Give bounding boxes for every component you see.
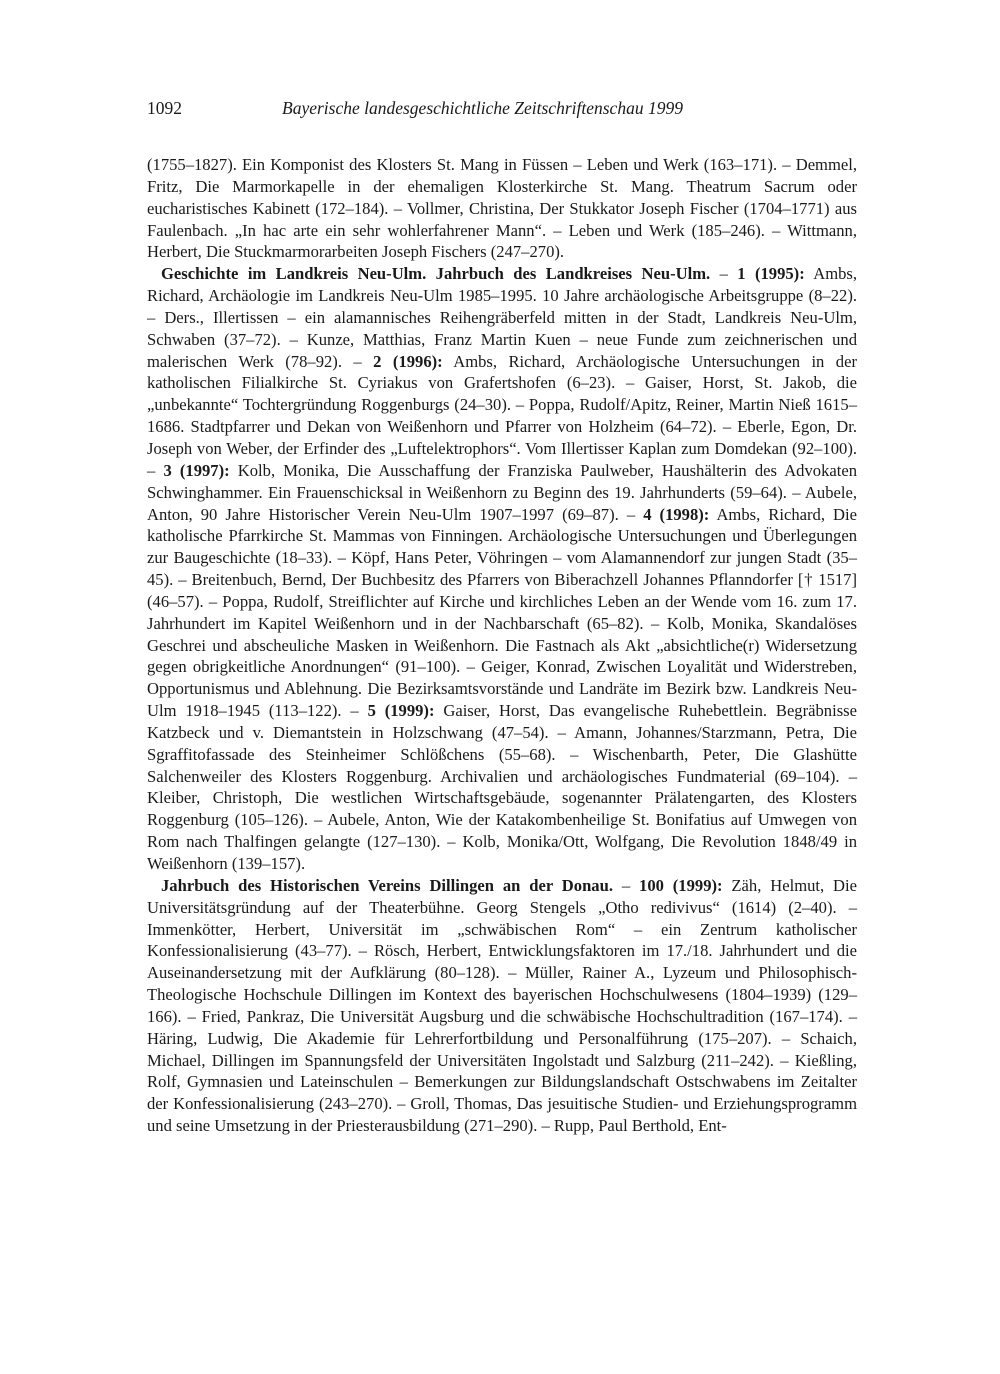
volume-label: 5 (1999): [367, 701, 435, 721]
journal-title: Geschichte im Landkreis Neu-Ulm. Jahrbuch des Landkreises Neu-Ulm. [161, 264, 711, 284]
entry-text: Zäh, Helmut, Die Universitätsgründung auf der Theaterbühne. Georg Stengels „Otho redivivus“ (1614) (2–40). – Immenkötter, Herbert, Universität im „schwäbischen Rom“ – ein Zentrum katholischer Konfessionalisierung (43–77). – Rösch, Herbert, Entwicklungsfaktoren im 17./18. Jahrhundert und die Auseinandersetzung mit der Aufklärung (80–128). – Müller, Rainer A., Lyzeum und Philosophisch-Theologische Hochschule Dillingen im Kontext des bayerischen Hochschulwesens (1804–1939) (129–166). – Fried, Pankraz, Die Universität Augsburg und die schwäbische Hochschultradition (167–174). – Häring, Ludwig, Die Akademie für Lehrerfortbildung und Personalführung (175–207). – Schaich, Michael, Dillingen im Spannungsfeld der Universitäten Ingolstadt und Salzburg (211–242). – Kießling, Rolf, Gymnasien und Lateinschulen – Bemerkungen zur Bildungslandschaft Ostschwabens im Zeitalter der Konfessionalisierung (243–270). – Groll, Thomas, Das jesuitische Studien- und Erziehungsprogramm und seine Umsetzung in der Priesterausbildung (271–290). – Rupp, Paul Berthold, Ent- [147, 875, 857, 1136]
volume-label: 1 (1995): [737, 264, 805, 284]
volume-label: 3 (1997): [163, 460, 230, 480]
journal-title: Jahrbuch des Historischen Vereins Dillingen an der Donau. [161, 875, 613, 895]
entry-text: Gaiser, Horst, Das evangelische Ruhebettlein. Begräbnisse Katzbeck und v. Diemantstein in Holzschwang (47–54). – Amann, Johannes/Starzmann, Petra, Die Sgraffitofassade des Steinheimer Schlößchens (55–68). – Wischenbarth, Peter, Die Glashütte Salchenweiler des Klosters Roggenburg. Archivalien und archäologisches Fundmaterial (69–104). – Kleiber, Christoph, Die westlichen Wirtschaftsgebäude, sogenannter Prälatengarten, des Klosters Roggenburg (105–126). – Aubele, Anton, Wie der Katakombenheilige St. Bonifatius auf Umwegen von Rom nach Thalfingen gelangte (127–130). – Kolb, Monika/Ott, Wolfgang, Die Revolution 1848/49 in Weißenhorn (139–157). [147, 701, 857, 873]
page-header [147, 98, 857, 122]
entry-text: (1755–1827). Ein Komponist des Klosters St. Mang in Füssen – Leben und Werk (163–171). – Demmel, Fritz, Die Marmorkapelle in der ehemaligen Klosterkirche St. Mang. Theatrum Sacrum oder eucharistisches Kabinett (172–184). – Vollmer, Christina, Der Stukkator Joseph Fischer (1704–1771) aus Faulenbach. „In hac arte ein sehr wohlerfahrener Mann“. – Leben und Werk (185–246). – Wittmann, Herbert, Die Stuckmarmorarbeiten Joseph Fischers (247–270). [147, 155, 857, 262]
entry-paragraph [147, 875, 857, 1137]
volume-label: 100 (1999): [639, 875, 723, 895]
entry-paragraph [147, 263, 857, 875]
volume-label: 4 (1998): [643, 504, 710, 524]
entry-text: Ambs, Richard, Archäologie im Landkreis Neu-Ulm 1985–1995. 10 Jahre archäologische Arbeitsgruppe (8–22). – Ders., Illertissen – ein alamannisches Reihengräberfeld mitten in der Stadt, Landkreis Neu-Ulm, Schwaben (37–72). – Kunze, Matthias, Franz Martin Kuen – neue Funde zum zeichnerischen und malerischen Werk (78–92). – [147, 264, 858, 371]
entry-paragraph [147, 154, 857, 263]
entry-text: Ambs, Richard, Archäologische Untersuchungen in der katholischen Filialkirche St. Cyriakus von Grafertshofen (6–23). – Gaiser, Horst, St. Jakob, die „unbekannte“ Tochtergründung Roggenburgs (24–30). – Poppa, Rudolf/Apitz, Reiner, Martin Nieß 1615–1686. Stadtpfarrer und Dekan von Weißenhorn und Pfarrer von Holzheim (64–72). – Eberle, Egon, Dr. Joseph von Weber, der Erfinder des „Luftelektrophors“. Vom Illertisser Kaplan zum Domdekan (92–100). – [147, 351, 857, 480]
running-title: Bayerische landesgeschichtliche Zeitschriftenschau 1999 [282, 98, 683, 118]
entry-text: – [612, 875, 640, 895]
entry-text: Ambs, Richard, Die katholische Pfarrkirche St. Mammas von Finningen. Archäologische Untersuchungen und Überlegungen zur Baugeschichte (18–33). – Köpf, Hans Peter, Vöhringen – vom Alamannendorf zur jungen Stadt (35–45). – Breitenbuch, Bernd, Der Buchbesitz des Pfarrers von Biberachzell Johannes Pflanndorfer [† 1517] (46–57). – Poppa, Rudolf, Streiflichter auf Kirche und kirchliches Leben an der Wende vom 16. zum 17. Jahrhundert im Kapitel Weißenhorn und in der Nachbarschaft (65–82). – Kolb, Monika, Skandalöses Geschrei und abscheuliche Masken in Weißenhorn. Die Fastnach als Akt „absichtliche(r) Widersetzung gegen obrigkeitliche Anordnungen“ (91–100). – Geiger, Konrad, Zwischen Loyalität und Widerstreben, Opportunismus und Ablehnung. Die Bezirksamtsvorstände und Landräte im Bezirk bzw. Landkreis Neu-Ulm 1918–1945 (113–122). – [147, 504, 857, 721]
entry-text: – [710, 264, 738, 284]
volume-label: 2 (1996): [373, 351, 443, 371]
page-number: 1092 [147, 98, 182, 118]
body-text [147, 154, 857, 1137]
entry-text: Kolb, Monika, Die Ausschaffung der Franziska Paulweber, Haushälterin des Advokaten Schwinghammer. Ein Frauenschicksal in Weißenhorn zu Beginn des 19. Jahrhunderts (59–64). – Aubele, Anton, 90 Jahre Historischer Verein Neu-Ulm 1907–1997 (69–87). – [147, 460, 857, 524]
